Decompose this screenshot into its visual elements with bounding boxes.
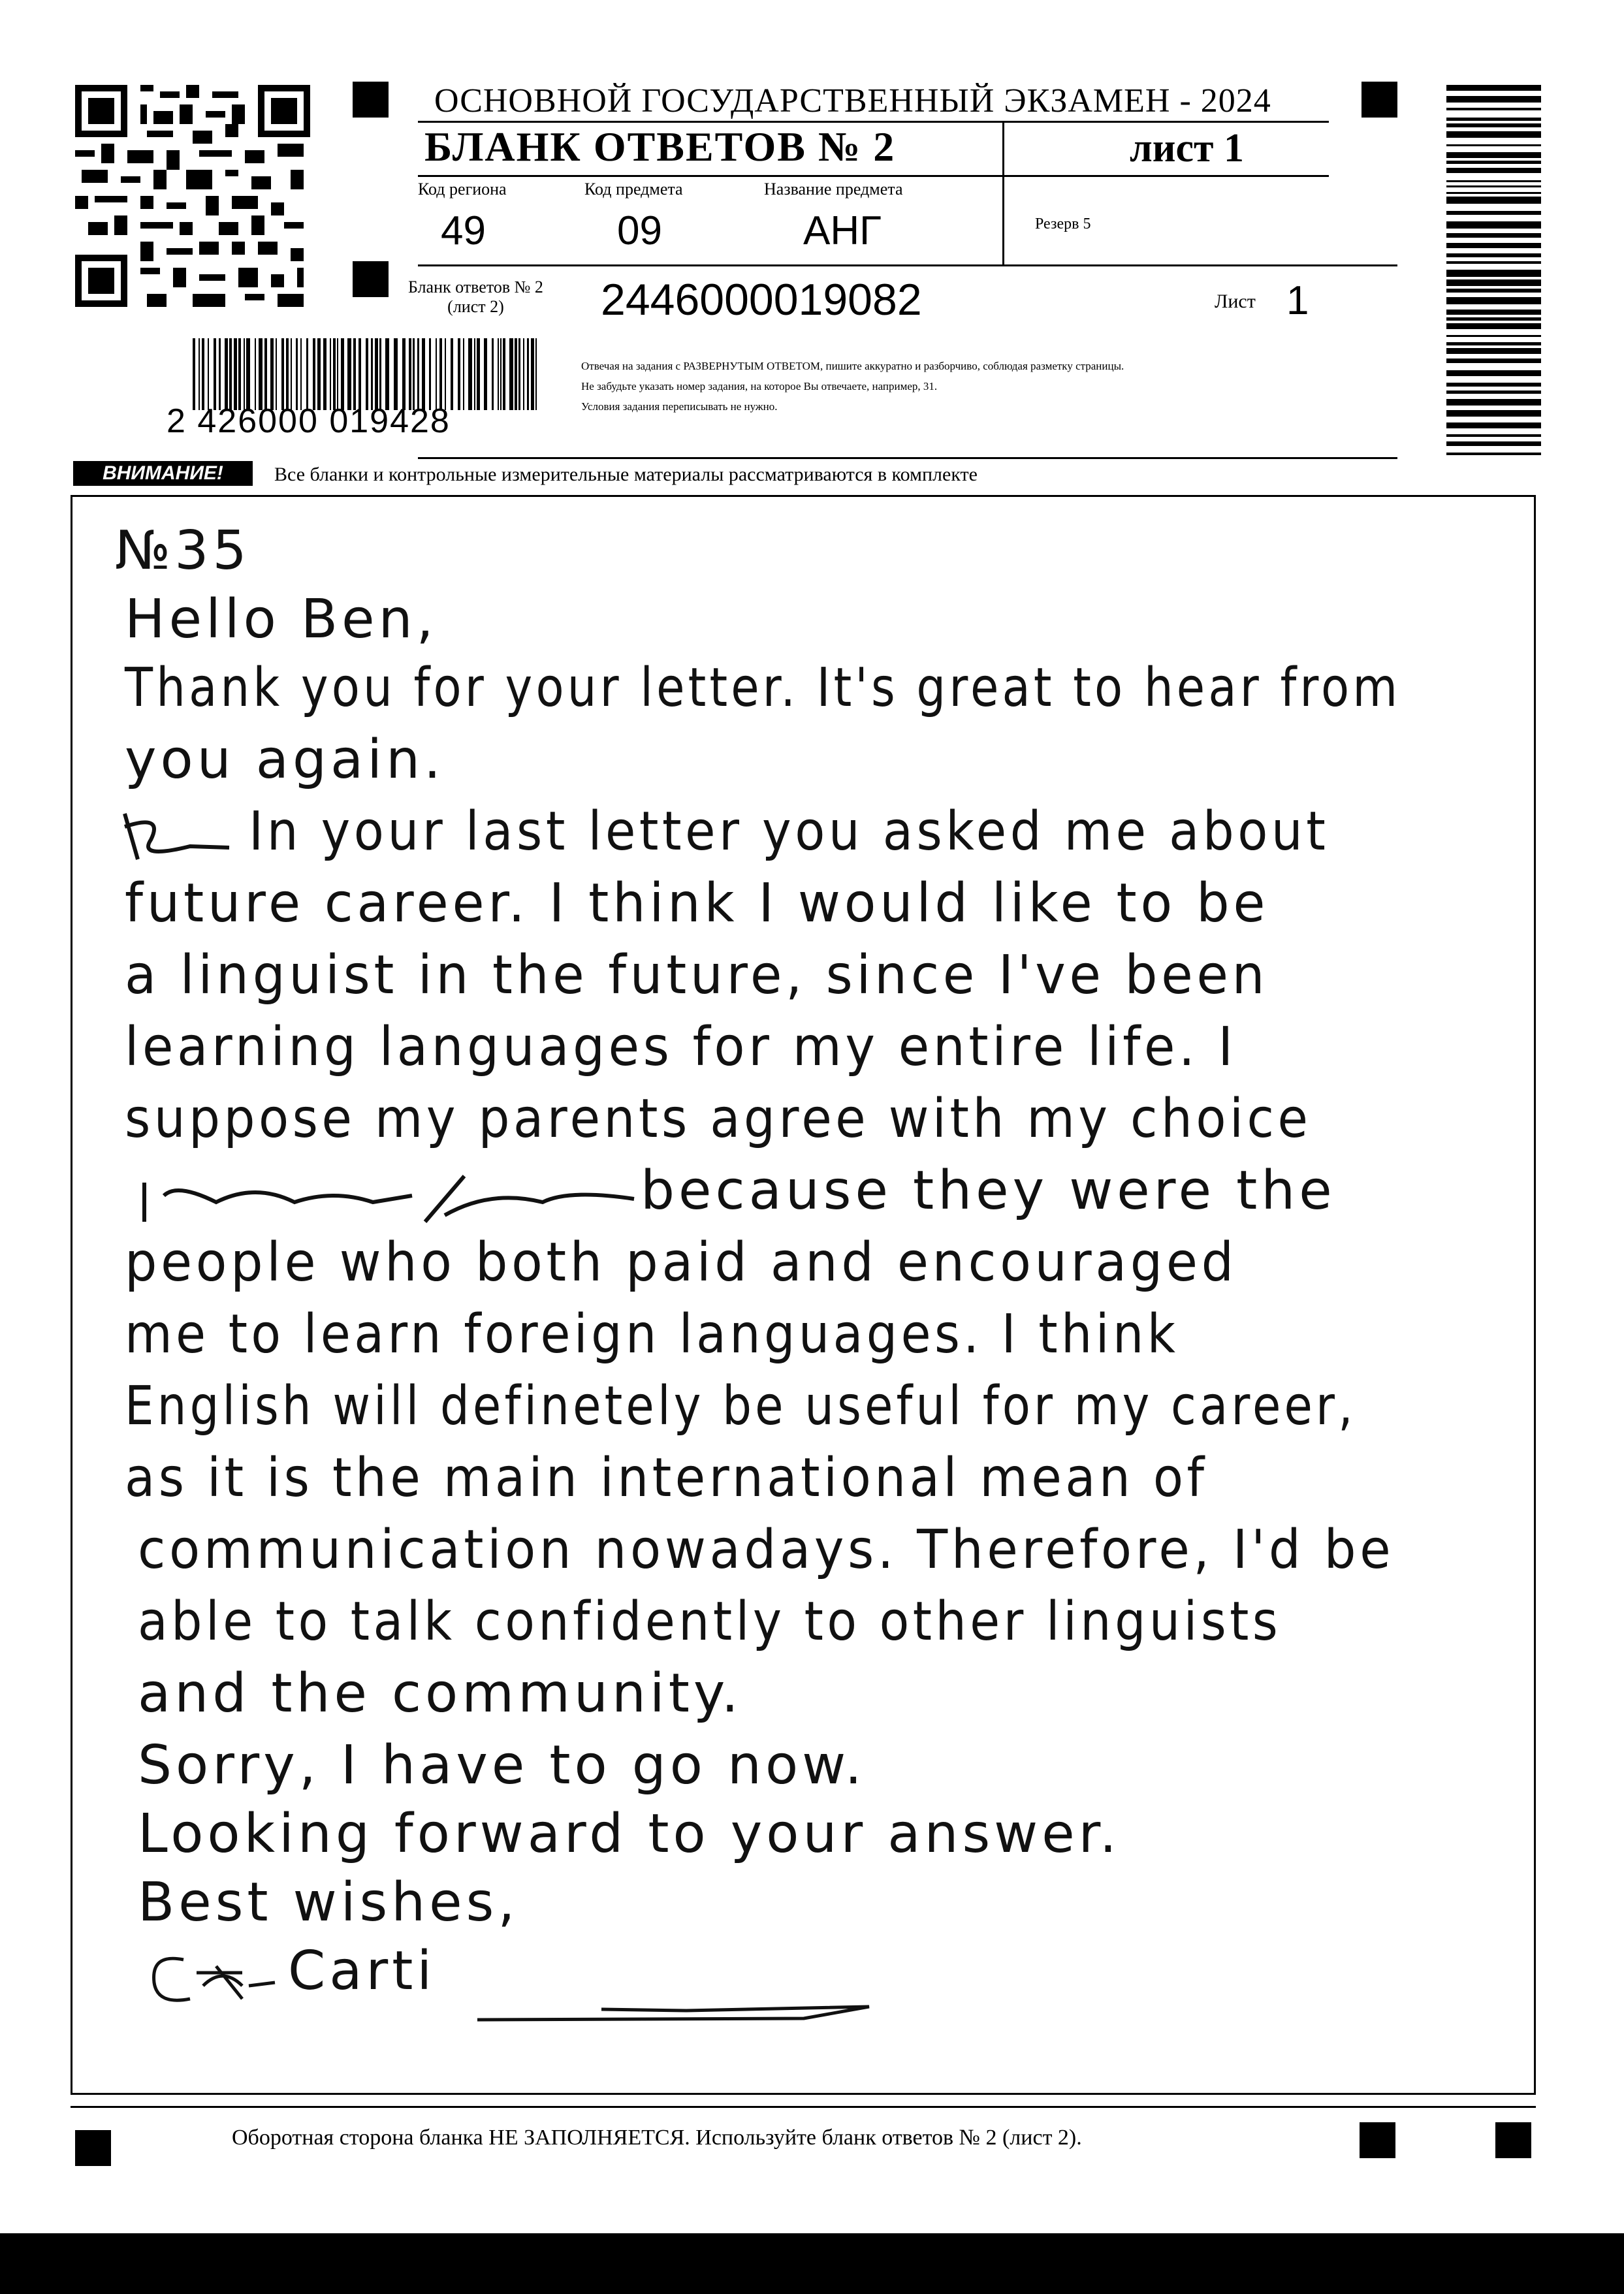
- barcode-bar: [333, 338, 336, 410]
- barcode-bar: [276, 338, 277, 410]
- barcode-bar: [313, 338, 315, 410]
- sheet-label: Лист: [1215, 291, 1256, 312]
- barcode-bar: [535, 338, 537, 410]
- barcode-bar: [1446, 211, 1541, 215]
- sheet-title: лист 1: [1130, 126, 1244, 170]
- barcode-bar: [429, 338, 431, 410]
- barcode-bar: [1446, 144, 1541, 146]
- answer-line: In your last letter you asked me about: [249, 801, 1329, 863]
- vertical-barcode: [1446, 85, 1541, 457]
- barcode-bar: [358, 338, 361, 410]
- blank-ref-label-line2: (лист 2): [447, 297, 504, 316]
- alignment-marker: [1361, 82, 1397, 118]
- answer-line: Looking forward to your answer.: [138, 1803, 1121, 1865]
- barcode-bar: [1446, 197, 1541, 204]
- barcode-bar: [379, 338, 381, 410]
- barcode-bar: [500, 338, 502, 410]
- subject-name-label: Название предмета: [764, 180, 903, 199]
- barcode-bar: [1446, 317, 1541, 321]
- barcode-bar: [1446, 310, 1541, 315]
- barcode-bar: [422, 338, 425, 410]
- barcode-bar: [463, 338, 464, 410]
- barcode-bar: [323, 338, 326, 410]
- barcode-bar: [229, 338, 232, 410]
- answer-line: you again.: [125, 729, 445, 791]
- barcode-bar: [317, 338, 321, 410]
- blank-title: БЛАНК ОТВЕТОВ № 2: [424, 123, 896, 170]
- barcode-bar: [385, 338, 389, 410]
- barcode-bar: [417, 338, 419, 410]
- barcode-bar: [286, 338, 289, 410]
- barcode-bar: [468, 338, 472, 410]
- answer-line: me to learn foreign languages. I think: [125, 1303, 1179, 1365]
- barcode-bar: [371, 338, 373, 410]
- barcode-bar: [375, 338, 378, 410]
- blank-ref-label-line1: Бланк ответов № 2: [408, 278, 543, 296]
- barcode-bar: [1446, 118, 1541, 121]
- crossed-out-scribble: [138, 1156, 641, 1228]
- warning-badge: ВНИМАНИЕ!: [73, 461, 253, 486]
- barcode-bar: [1446, 270, 1541, 277]
- answer-line: №35: [115, 520, 251, 582]
- answer-line: communication nowadays. Therefore, I'd be: [138, 1519, 1395, 1581]
- barcode-bar: [477, 338, 480, 410]
- barcode-bar: [1446, 261, 1541, 264]
- barcode-bar: [503, 338, 505, 410]
- barcode-bar: [1446, 108, 1541, 110]
- barcode-bar: [1446, 192, 1541, 194]
- barcode-bar: [1446, 410, 1541, 417]
- barcode-bar: [270, 338, 274, 410]
- barcode-bar: [413, 338, 415, 410]
- barcode-bar: [259, 338, 263, 410]
- barcode-bar: [306, 338, 308, 410]
- barcode-bar: [394, 338, 398, 410]
- barcode-bar: [498, 338, 499, 410]
- region-label: Код региона: [418, 180, 507, 199]
- alignment-marker: [353, 261, 389, 297]
- barcode-bar: [1446, 370, 1541, 376]
- instructions: [581, 356, 1391, 417]
- signature-line: [471, 1973, 941, 2031]
- alignment-marker: [353, 82, 389, 118]
- instruction-line: Не забудьте указать номер задания, на которое Вы отвечаете, например, 31.: [581, 380, 938, 392]
- answer-line: English will definetely be useful for my career,: [125, 1375, 1356, 1437]
- barcode-bar: [300, 338, 302, 410]
- barcode-bar: [291, 338, 292, 410]
- barcode-bar: [1446, 123, 1541, 127]
- answer-line: suppose my parents agree with my choice: [125, 1088, 1312, 1150]
- barcode-bar: [214, 338, 216, 410]
- barcode-bar: [492, 338, 494, 410]
- barcode-bar: [281, 338, 284, 410]
- answer-line: and the community.: [138, 1663, 742, 1725]
- barcode-bar: [1446, 383, 1541, 387]
- answer-line: Carti: [288, 1940, 436, 2002]
- barcode-bar: [264, 338, 267, 410]
- barcode-bar: [366, 338, 368, 410]
- divider: [418, 264, 1397, 266]
- barcode-bar: [199, 338, 200, 410]
- barcode-bar: [1446, 297, 1541, 304]
- barcode-bar: [1446, 289, 1541, 293]
- barcode-bar: [202, 338, 204, 410]
- crossed-out-scribble: [112, 801, 242, 872]
- barcode-bar: [234, 338, 237, 410]
- barcode-bar: [193, 338, 195, 410]
- barcode-bar: [1446, 161, 1541, 164]
- barcode-bar: [474, 338, 475, 410]
- barcode-bar: [518, 338, 520, 410]
- barcode-bar: [330, 338, 331, 410]
- barcode-bar: [238, 338, 241, 410]
- barcode-bar: [1446, 233, 1541, 238]
- barcode-bar: [1446, 358, 1541, 363]
- answer-line: Thank you for your letter. It's great to hear from: [125, 657, 1401, 719]
- barcode-bar: [225, 338, 228, 410]
- sheet-number: 1: [1286, 278, 1309, 323]
- page-bottom-band: [0, 2233, 1624, 2294]
- barcode-bar: [458, 338, 460, 410]
- alignment-marker: [1495, 2122, 1531, 2158]
- subject-name-value: АНГ: [803, 208, 882, 253]
- barcode-bar: [1446, 131, 1541, 138]
- instruction-line: Отвечая на задания с РАЗВЕРНУТЫМ ОТВЕТОМ, пишите аккуратно и разборчиво, соблюдая разметку страницы.: [581, 360, 1124, 372]
- reserve-label: Резерв 5: [1035, 215, 1091, 232]
- warning-text: Все бланки и контрольные измерительные материалы рассматриваются в комплекте: [274, 464, 978, 485]
- barcode-bar: [1446, 323, 1541, 329]
- bottom-rule: [71, 2106, 1536, 2108]
- divider: [1002, 123, 1004, 266]
- answer-line: Hello Ben,: [125, 588, 438, 650]
- barcode-bar: [347, 338, 351, 410]
- barcode-bar: [255, 338, 256, 410]
- barcode-bar: [1446, 434, 1541, 437]
- subject-code-value: 09: [617, 208, 662, 253]
- alignment-marker: [1360, 2122, 1395, 2158]
- answer-line: learning languages for my entire life. I: [125, 1016, 1237, 1078]
- barcode-bar: [484, 338, 487, 410]
- barcode-bar: [1446, 279, 1541, 286]
- barcode-bar: [439, 338, 442, 410]
- barcode-bar: [208, 338, 209, 410]
- alignment-marker: [75, 2130, 111, 2166]
- barcode-bar: [1446, 348, 1541, 354]
- barcode-bar: [1446, 335, 1541, 337]
- barcode-bar: [341, 338, 344, 410]
- barcode-bar: [436, 338, 437, 410]
- barcode-bar: [1446, 85, 1541, 91]
- barcode-bar: [1446, 243, 1541, 248]
- barcode-bar: [1446, 399, 1541, 406]
- barcode-bar: [1446, 96, 1541, 103]
- answer-line: Best wishes,: [138, 1872, 519, 1934]
- barcode-bar: [1446, 342, 1541, 345]
- barcode-bar: [1446, 453, 1541, 455]
- barcode-bar: [1446, 185, 1541, 187]
- barcode-number: 2 426000 019428: [167, 402, 451, 440]
- answer-line: as it is the main international mean of: [125, 1447, 1208, 1509]
- answer-line: people who both paid and encouraged: [125, 1232, 1237, 1294]
- barcode-bar: [1446, 441, 1541, 446]
- barcode-bar: [246, 338, 250, 410]
- answer-line: able to talk confidently to other linguists: [138, 1591, 1282, 1653]
- blank-ref-label: [408, 278, 543, 317]
- divider: [418, 457, 1397, 459]
- horizontal-barcode: [193, 338, 539, 410]
- barcode-bar: [409, 338, 411, 410]
- subject-code-label: Код предмета: [584, 180, 683, 199]
- barcode-bar: [296, 338, 298, 410]
- barcode-bar: [1446, 152, 1541, 158]
- region-value: 49: [441, 208, 486, 253]
- barcode-bar: [1446, 180, 1541, 182]
- answer-line: because they were the: [641, 1160, 1336, 1222]
- barcode-bar: [531, 338, 534, 410]
- barcode-bar: [445, 338, 446, 410]
- barcode-bar: [1446, 168, 1541, 173]
- divider: [418, 175, 1329, 177]
- barcode-bar: [515, 338, 517, 410]
- barcode-bar: [353, 338, 356, 410]
- barcode-bar: [523, 338, 524, 410]
- qr-code: [75, 85, 310, 307]
- exam-title: ОСНОВНОЙ ГОСУДАРСТВЕННЫЙ ЭКЗАМЕН - 2024: [434, 82, 1271, 119]
- answer-line: a linguist in the future, since I've been: [125, 944, 1269, 1006]
- barcode-bar: [451, 338, 453, 410]
- answer-line: Sorry, I have to go now.: [138, 1734, 866, 1796]
- barcode-bar: [1446, 253, 1541, 257]
- barcode-bar: [1446, 422, 1541, 428]
- barcode-bar: [527, 338, 529, 410]
- signature-scribble: [144, 1947, 288, 2012]
- instruction-line: Условия задания переписывать не нужно.: [581, 400, 778, 413]
- barcode-bar: [244, 338, 245, 410]
- answer-line: future career. I think I would like to be: [125, 872, 1269, 934]
- barcode-bar: [337, 338, 338, 410]
- footer-note: Оборотная сторона бланка НЕ ЗАПОЛНЯЕТСЯ. Используйте бланк ответов № 2 (лист 2).: [232, 2126, 1082, 2150]
- barcode-bar: [402, 338, 406, 410]
- blank-number: 2446000019082: [601, 275, 922, 325]
- barcode-bar: [509, 338, 513, 410]
- barcode-bar: [1446, 390, 1541, 394]
- barcode-bar: [219, 338, 221, 410]
- answer-area[interactable]: [71, 495, 1536, 2095]
- barcode-bar: [1446, 221, 1541, 229]
